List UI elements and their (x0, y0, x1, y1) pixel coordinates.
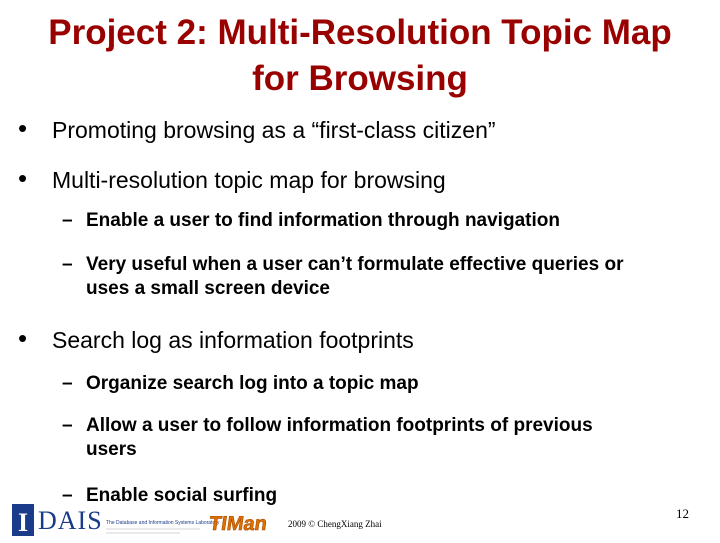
sub-bullet-dash: – (62, 415, 73, 436)
title-line-2: for Browsing (252, 59, 468, 98)
dais-logo (10, 502, 220, 538)
copyright: 2009 © ChengXiang Zhai (288, 519, 382, 529)
svg-text:DAIS: DAIS (38, 506, 103, 535)
bullet-dot: • (18, 113, 28, 143)
svg-text:I: I (18, 508, 29, 537)
sub-bullet-dash: – (62, 254, 73, 275)
sub-bullet-3-3-text: Enable social surfing (86, 485, 278, 506)
bullet-3-text: Search log as information footprints (52, 327, 414, 353)
sub-bullet-2-2-text: Very useful when a user can’t formulate effective queries or uses a small screen device (86, 254, 624, 299)
timan-logo (207, 504, 269, 538)
title-line-1: Project 2: Multi-Resolution Topic Map (48, 13, 672, 52)
slide-title (0, 10, 720, 102)
sub-bullet-3-2-text: Allow a user to follow information footprints of previous users (86, 415, 593, 460)
sub-bullet-dash: – (62, 210, 73, 231)
bullet-1-text: Promoting browsing as a “first-class citizen” (52, 117, 496, 143)
svg-text:TIMan: TIMan (207, 513, 269, 535)
sub-bullet-3-1-text: Organize search log into a topic map (86, 373, 419, 394)
bullet-dot: • (18, 323, 28, 353)
sub-bullet-dash: – (62, 485, 73, 506)
svg-text:The Database and Information S: The Database and Information Systems Laboratory (106, 520, 220, 526)
bullet-dot: • (18, 163, 28, 193)
sub-bullet-2-1-text: Enable a user to find information through navigation (86, 210, 560, 231)
sub-bullet-dash: – (62, 373, 73, 394)
bullet-2-text: Multi-resolution topic map for browsing (52, 167, 446, 193)
page-number: 12 (676, 506, 689, 521)
